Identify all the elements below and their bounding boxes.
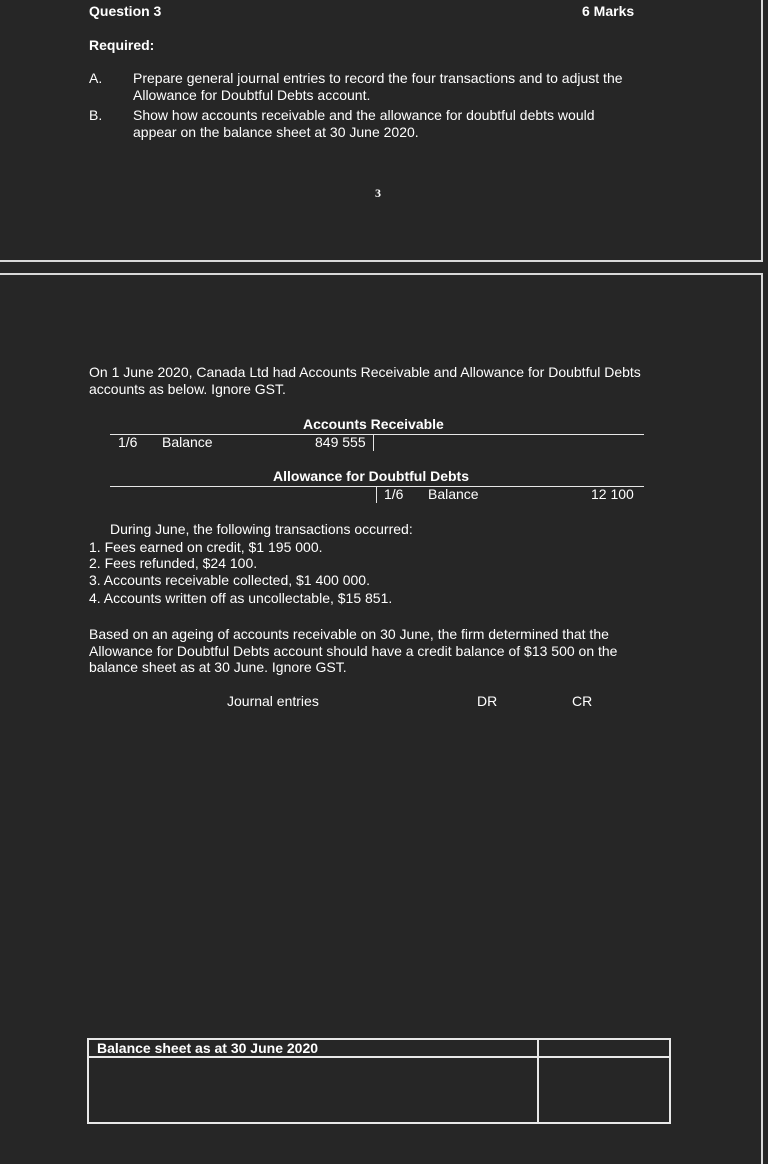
ageing-text: balance sheet as at 30 June. Ignore GST. — [89, 659, 347, 675]
page-number: 3 — [375, 186, 381, 200]
transaction-item: 3. Accounts receivable collected, $1 400 000. — [89, 572, 370, 588]
page-right-border — [761, 0, 763, 262]
item-letter: A. — [89, 70, 103, 86]
transaction-item: 1. Fees earned on credit, $1 195 000. — [89, 539, 323, 555]
account-title: Accounts Receivable — [303, 416, 444, 432]
entry-amount: 12 100 — [591, 486, 634, 502]
page-bottom-border — [0, 260, 763, 262]
t-account-top-line — [110, 486, 644, 487]
marks-label: 6 Marks — [582, 3, 635, 19]
t-account-divider — [373, 435, 374, 451]
entry-amount: 849 555 — [315, 434, 366, 450]
journal-entries-label: Journal entries — [227, 693, 319, 709]
required-heading: Required: — [89, 37, 155, 53]
entry-date: 1/6 — [384, 486, 404, 502]
balance-sheet-table — [87, 1038, 671, 1124]
item-text: appear on the balance sheet at 30 June 2020. — [133, 124, 419, 140]
balance-sheet-title: Balance sheet as at 30 June 2020 — [97, 1040, 319, 1056]
account-title: Allowance for Doubtful Debts — [273, 468, 469, 484]
item-text: Show how accounts receivable and the allowance for doubtful debts would — [133, 107, 595, 123]
transaction-item: 4. Accounts written off as uncollectable, $15 851. — [89, 590, 393, 606]
item-letter: B. — [89, 107, 103, 123]
credit-column-label: CR — [572, 693, 593, 709]
intro-text: On 1 June 2020, Canada Ltd had Accounts Receivable and Allowance for Doubtful Debts — [89, 364, 641, 380]
transactions-heading: During June, the following transactions occurred: — [110, 521, 413, 537]
page-right-border-2 — [761, 273, 763, 1164]
table-column-divider — [537, 1040, 539, 1122]
entry-label: Balance — [428, 486, 479, 502]
transaction-item: 2. Fees refunded, $24 100. — [89, 555, 258, 571]
page-top-border — [0, 273, 763, 275]
entry-date: 1/6 — [118, 434, 138, 450]
intro-text: accounts as below. Ignore GST. — [89, 381, 286, 397]
t-account-divider — [376, 487, 377, 503]
table-header-divider — [89, 1056, 669, 1058]
item-text: Allowance for Doubtful Debts account. — [133, 87, 371, 103]
debit-column-label: DR — [477, 693, 498, 709]
item-text: Prepare general journal entries to record the four transactions and to adjust the — [133, 70, 623, 86]
question-title: Question 3 — [89, 3, 162, 19]
entry-label: Balance — [162, 434, 213, 450]
ageing-text: Allowance for Doubtful Debts account should have a credit balance of $13 500 on the — [89, 643, 618, 659]
ageing-text: Based on an ageing of accounts receivable on 30 June, the firm determined that the — [89, 626, 609, 642]
